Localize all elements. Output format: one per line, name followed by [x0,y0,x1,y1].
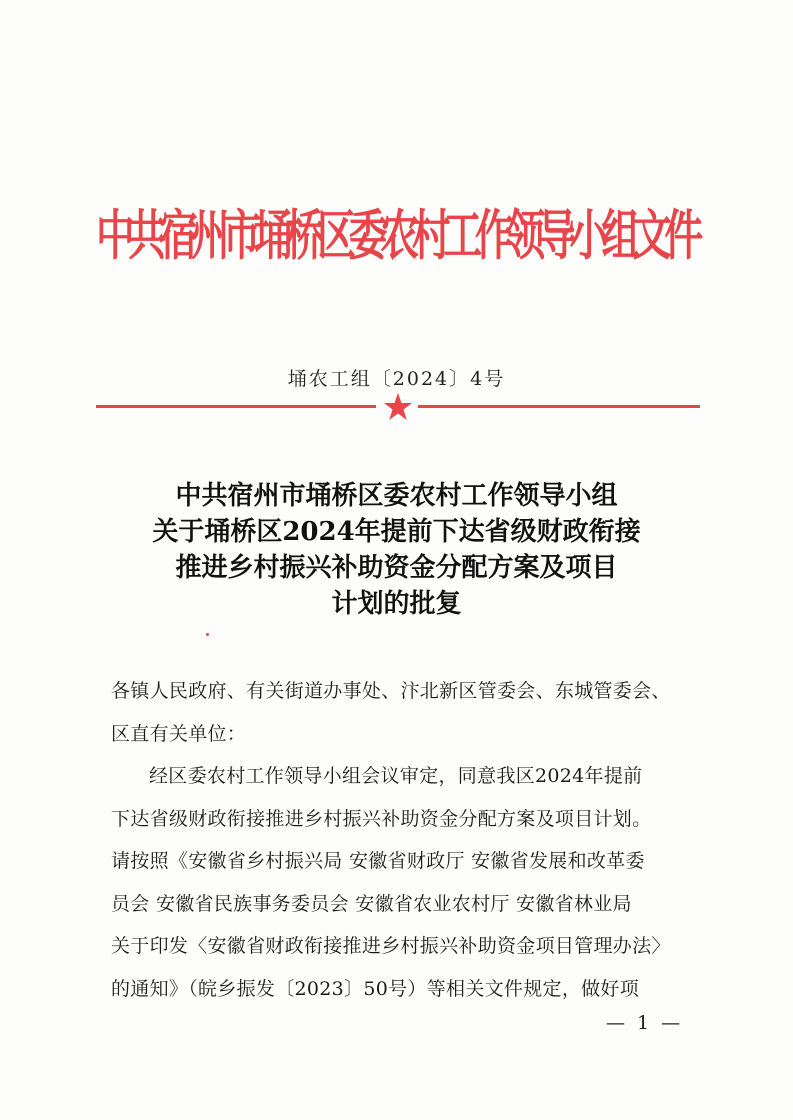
document-title [80,478,713,622]
body-line-1: 经区委农村工作领导小组会议审定，同意我区2024年提前 [149,765,643,787]
body-line-4: 员会 安徽省民族事务委员会 安徽省农业农村厅 安徽省林业局 [111,892,632,915]
document-body [111,670,711,1010]
title-line-4: 计划的批复 [331,589,462,619]
document-number: 埇农工组〔2024〕4号 [287,368,506,390]
title-line-2: 关于埇桥区2024年提前下达省级财政衔接 [152,517,641,547]
title-line-1: 中共宿州市埇桥区委农村工作领导小组 [175,481,618,511]
scan-speck [206,633,209,636]
recipients-line-1: 各镇人民政府、有关街道办事处、汴北新区管委会、东城管委会、 [111,680,671,702]
red-rule-right [418,405,700,408]
body-line-2: 下达省级财政衔接推进乡村振兴补助资金分配方案及项目计划。 [111,807,652,830]
body-line-3: 请按照《安徽省乡村振兴局 安徽省财政厅 安徽省发展和改革委 [111,850,645,872]
star-icon [383,393,413,421]
body-line-5: 关于印发〈安徽省财政衔接推进乡村振兴补助资金项目管理办法〉 [111,935,671,957]
recipients-line-2: 区直有关单位： [111,722,247,745]
title-line-3: 推进乡村振兴补助资金分配方案及项目 [175,553,618,583]
red-rule-left [96,405,376,408]
masthead-title: 中共宿州市埇桥区委农村工作领导小组文件 [96,203,696,267]
body-line-6: 的通知》（皖乡振发〔2023〕50号）等相关文件规定，做好项 [111,977,640,1000]
page-number: — 1 — [606,1012,684,1034]
